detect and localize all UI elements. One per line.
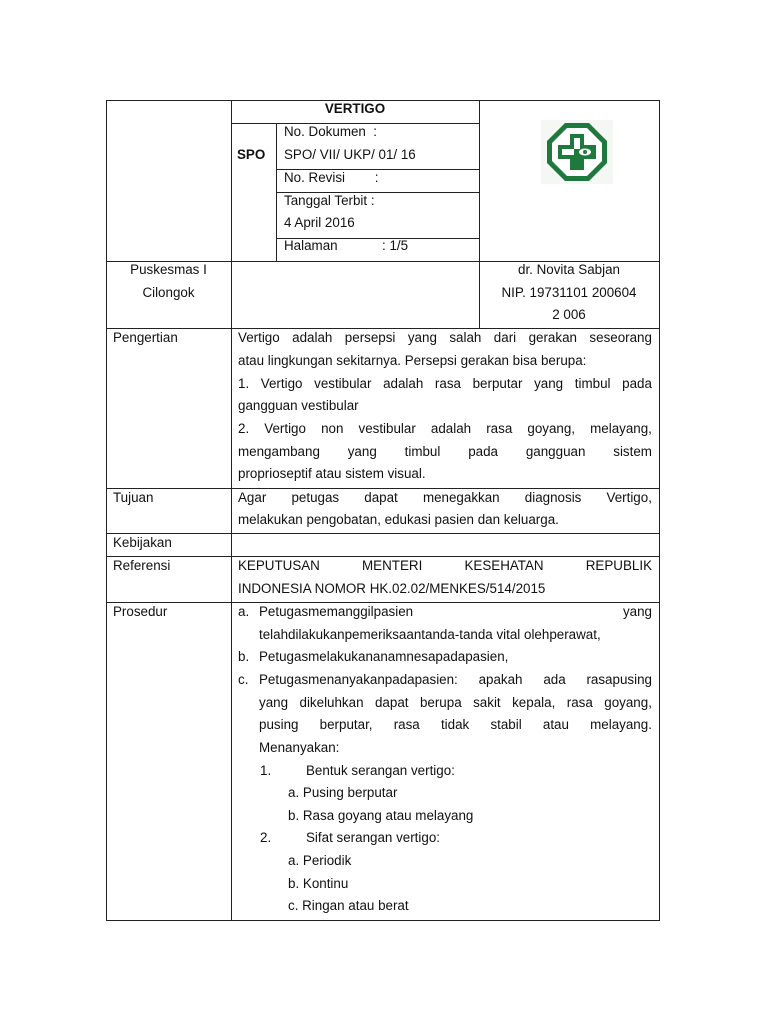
- no-dokumen-value: SPO/ VII/ UKP/ 01/ 16: [284, 147, 416, 162]
- pengertian-line: 2. Vertigo non vestibular adalah rasa goyang, melayang,: [238, 421, 652, 436]
- pengertian-line: 1. Vertigo vestibular adalah rasa berputar yang timbul pada: [238, 376, 652, 391]
- prosedur-marker-a: a.: [238, 604, 250, 619]
- table-divider-label-col: [231, 100, 232, 921]
- org-name-line1: Puskesmas I: [130, 262, 207, 277]
- table-border-left: [106, 100, 107, 921]
- halaman-label: Halaman: [284, 238, 338, 253]
- prosedur-label: Prosedur: [113, 604, 168, 619]
- tanggal-terbit-label: Tanggal Terbit :: [284, 193, 375, 208]
- halaman-value: : 1/5: [382, 238, 409, 253]
- prosedur-marker-c: c.: [238, 672, 249, 687]
- signer-nip-line2: 2 006: [552, 307, 586, 322]
- prosedur-step-c-line1: Petugasmenanyakanpadapasien: apakah ada rasapusing: [259, 672, 652, 687]
- org-name-line2: Cilongok: [142, 285, 195, 300]
- tujuan-line: Agar petugas dapat menegakkan diagnosis Vertigo,: [238, 490, 652, 505]
- tujuan-label: Tujuan: [113, 490, 154, 505]
- prosedur-sub-1-b: b. Rasa goyang atau melayang: [288, 808, 474, 823]
- signer-nip-line1: NIP. 19731101 200604: [501, 285, 637, 300]
- pengertian-line: proprioseptif atau sistem visual.: [238, 466, 426, 481]
- prosedur-sub-marker-2: 2.: [260, 830, 272, 845]
- prosedur-sub-2-c: c. Ringan atau berat: [288, 898, 409, 913]
- prosedur-sub-1-a: a. Pusing berputar: [288, 785, 398, 800]
- table-bottom: [106, 920, 659, 921]
- prosedur-sub-2-b: b. Kontinu: [288, 876, 349, 891]
- signer-name: dr. Novita Sabjan: [518, 262, 620, 277]
- table-border-right: [659, 100, 660, 921]
- tujuan-line: melakukan pengobatan, edukasi pasien dan keluarga.: [238, 512, 559, 527]
- prosedur-sub-2-a: a. Periodik: [288, 853, 352, 868]
- referensi-line: KEPUTUSAN MENTERI KESEHATAN REPUBLIK: [238, 558, 652, 573]
- prosedur-sub-marker-1: 1.: [260, 763, 272, 778]
- referensi-label: Referensi: [113, 558, 171, 573]
- pengertian-line: gangguan vestibular: [238, 398, 359, 413]
- puskesmas-logo-icon: [541, 120, 613, 184]
- document-title: VERTIGO: [324, 101, 386, 116]
- prosedur-marker-b: b.: [238, 649, 250, 664]
- tujuan-bottom: [106, 533, 659, 534]
- tanggal-terbit-value: 4 April 2016: [284, 215, 355, 230]
- no-revisi-label: No. Revisi :: [284, 170, 379, 185]
- pengertian-line: atau lingkungan sekitarnya. Persepsi gerakan bisa berupa:: [238, 353, 587, 368]
- prosedur-step-a-line1: Petugasmemanggilpasien yang: [259, 604, 652, 619]
- spo-label: SPO: [237, 147, 266, 162]
- kebijakan-label: Kebijakan: [113, 535, 172, 550]
- prosedur-step-b-line1: Petugasmelakukananamnesapadapasien,: [259, 649, 509, 664]
- prosedur-step-c-line3: pusing berputar, rasa tidak stabil atau melayang.: [259, 717, 652, 732]
- pengertian-label: Pengertian: [113, 330, 178, 345]
- prosedur-sub-2-text: Sifat serangan vertigo:: [306, 830, 440, 845]
- prosedur-sub-1-text: Bentuk serangan vertigo:: [306, 763, 455, 778]
- no-dokumen-label: No. Dokumen :: [284, 124, 378, 139]
- prosedur-step-c-line2: yang dikeluhkan dapat berupa sakit kepala, rasa goyang,: [259, 695, 652, 710]
- pengertian-line: Vertigo adalah persepsi yang salah dari gerakan seseorang: [238, 330, 652, 345]
- pengertian-line: mengambang yang timbul pada gangguan sistem: [238, 444, 652, 459]
- prosedur-step-c-line4: Menanyakan:: [259, 740, 340, 755]
- referensi-line: INDONESIA NOMOR HK.02.02/MENKES/514/2015: [238, 581, 546, 596]
- prosedur-step-a-line2: telahdilakukanpemeriksaantanda-tanda vital olehperawat,: [259, 627, 601, 642]
